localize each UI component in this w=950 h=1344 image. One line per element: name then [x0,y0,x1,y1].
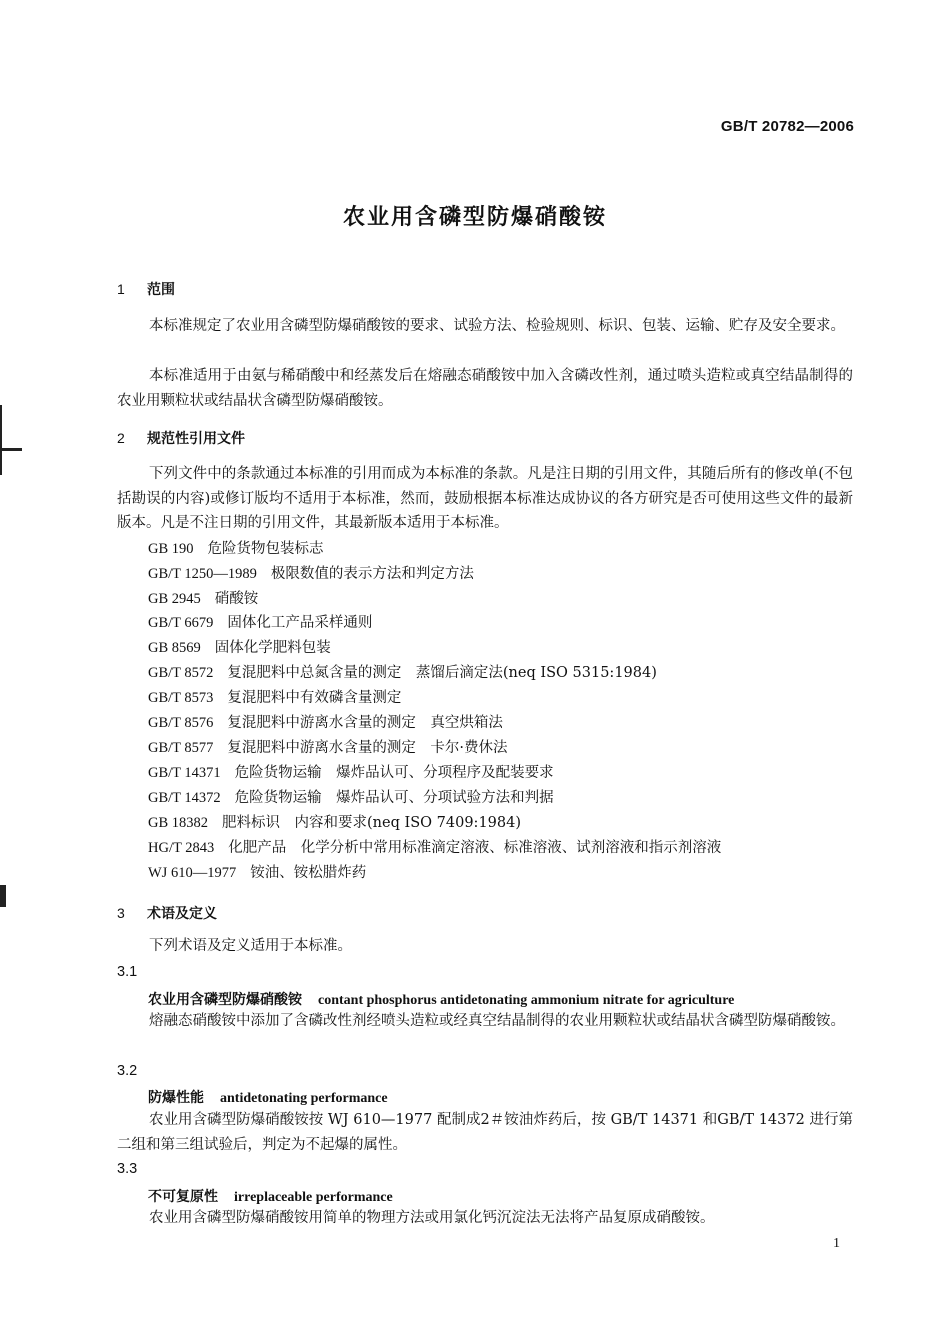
section-number: 3 [117,905,125,921]
reference-title: 复混肥料中游离水含量的测定 卡尔·费休法 [227,740,508,756]
reference-title: 化肥产品 化学分析中常用标准滴定溶液、标准溶液、试剂溶液和指示剂溶液 [228,840,722,856]
term-en: antidetonating performance [220,1091,388,1106]
section-heading [117,279,175,299]
reference-code: GB/T 8577 [148,740,214,756]
reference-title: 硝酸铵 [214,591,259,607]
term-number: 3.2 [117,1063,138,1079]
reference-item [148,713,503,733]
section-title: 范围 [147,282,175,298]
term-definition: 农业用含磷型防爆硝酸铵按 WJ 610—1977 配制成2＃铵油炸药后，按 GB/T 14371 和GB/T 14372 进行第二组和第三组试验后，判定为不起爆的属性。 [117,1112,853,1153]
term-number: 3.1 [117,964,138,980]
reference-code: GB/T 1250—1989 [148,566,257,582]
reference-code: GB/T 6679 [148,615,214,631]
term-en: contant phosphorus antidetonating ammonium nitrate for agriculture [318,993,735,1008]
term-heading [148,1087,388,1107]
term-cn: 不可复原性 [148,1189,218,1205]
document-title: 农业用含磷型防爆硝酸铵 [342,205,607,230]
reference-item [148,589,258,609]
reference-item [148,564,474,584]
term-en: irreplaceable performance [234,1190,393,1205]
reference-code: GB/T 8572 [148,665,214,681]
reference-item [148,613,372,633]
term-cn: 防爆性能 [148,1090,204,1106]
reference-title: 危险货物包装标志 [207,541,324,557]
scan-mark [0,885,6,907]
reference-title: 危险货物运输 爆炸品认可、分项试验方法和判据 [234,790,554,806]
reference-item [148,813,521,833]
reference-item [148,539,324,559]
reference-title: 固体化学肥料包装 [214,640,331,656]
reference-code: GB 8569 [148,640,201,656]
reference-item [148,763,554,783]
paragraph: 下列文件中的条款通过本标准的引用而成为本标准的条款。凡是注日期的引用文件，其随后所有的修改单(不包括勘误的内容)或修订版均不适用于本标准，然而，鼓励根据本标准达成协议的各方研究是否可使用这些文件的最新版本。凡是不注日期的引用文件，其最新版本适用于本标准。 [117,466,853,531]
reference-code: GB 2945 [148,591,201,607]
reference-code: GB/T 14371 [148,765,221,781]
reference-code: GB/T 8573 [148,690,214,706]
section-heading [117,428,245,448]
paragraph: 本标准适用于由氨与稀硝酸中和经蒸发后在熔融态硝酸铵中加入含磷改性剂，通过喷头造粒或真空结晶制得的农业用颗粒状或结晶状含磷型防爆硝酸铵。 [117,368,853,409]
reference-title: 危险货物运输 爆炸品认可、分项程序及配装要求 [234,765,554,781]
page-number: 1 [833,1236,840,1251]
reference-title: 肥料标识 内容和要求(neq ISO 7409:1984) [222,815,522,831]
paragraph: 下列术语及定义适用于本标准。 [149,938,352,954]
reference-code: HG/T 2843 [148,840,215,856]
term-heading [148,1186,393,1206]
reference-code: GB 190 [148,541,194,557]
term-cn: 农业用含磷型防爆硝酸铵 [148,992,302,1008]
reference-title: 复混肥料中总氮含量的测定 蒸馏后滴定法(neq ISO 5315:1984) [227,665,657,681]
reference-item [148,863,366,883]
reference-item [148,638,331,658]
section-heading [117,903,217,923]
reference-item [148,738,508,758]
term-definition: 农业用含磷型防爆硝酸铵用简单的物理方法或用氯化钙沉淀法无法将产品复原成硝酸铵。 [149,1210,715,1226]
term-heading [148,989,734,1009]
reference-title: 复混肥料中有效磷含量测定 [227,690,402,706]
paragraph: 本标准规定了农业用含磷型防爆硝酸铵的要求、试验方法、检验规则、标识、包装、运输、贮存及安全要求。 [149,318,845,334]
reference-code: GB/T 8576 [148,715,214,731]
reference-item [148,663,657,683]
section-title: 术语及定义 [147,906,217,922]
term-definition: 熔融态硝酸铵中添加了含磷改性剂经喷头造粒或经真空结晶制得的农业用颗粒状或结晶状含磷型防爆硝酸铵。 [149,1013,845,1029]
reference-item [148,788,554,808]
scan-mark [0,405,2,475]
reference-title: 铵油、铵松腊炸药 [250,865,367,881]
reference-item [148,838,721,858]
reference-code: GB 18382 [148,815,209,831]
reference-code: WJ 610—1977 [148,865,237,881]
reference-title: 复混肥料中游离水含量的测定 真空烘箱法 [227,715,503,731]
standard-code: GB/T 20782—2006 [720,118,854,135]
section-number: 2 [117,430,125,446]
term-number: 3.3 [117,1161,138,1177]
reference-title: 极限数值的表示方法和判定方法 [270,566,474,582]
scan-mark [0,448,22,451]
reference-item [148,688,401,708]
reference-code: GB/T 14372 [148,790,221,806]
section-title: 规范性引用文件 [147,431,245,447]
reference-title: 固体化工产品采样通则 [227,615,373,631]
section-number: 1 [117,281,125,297]
